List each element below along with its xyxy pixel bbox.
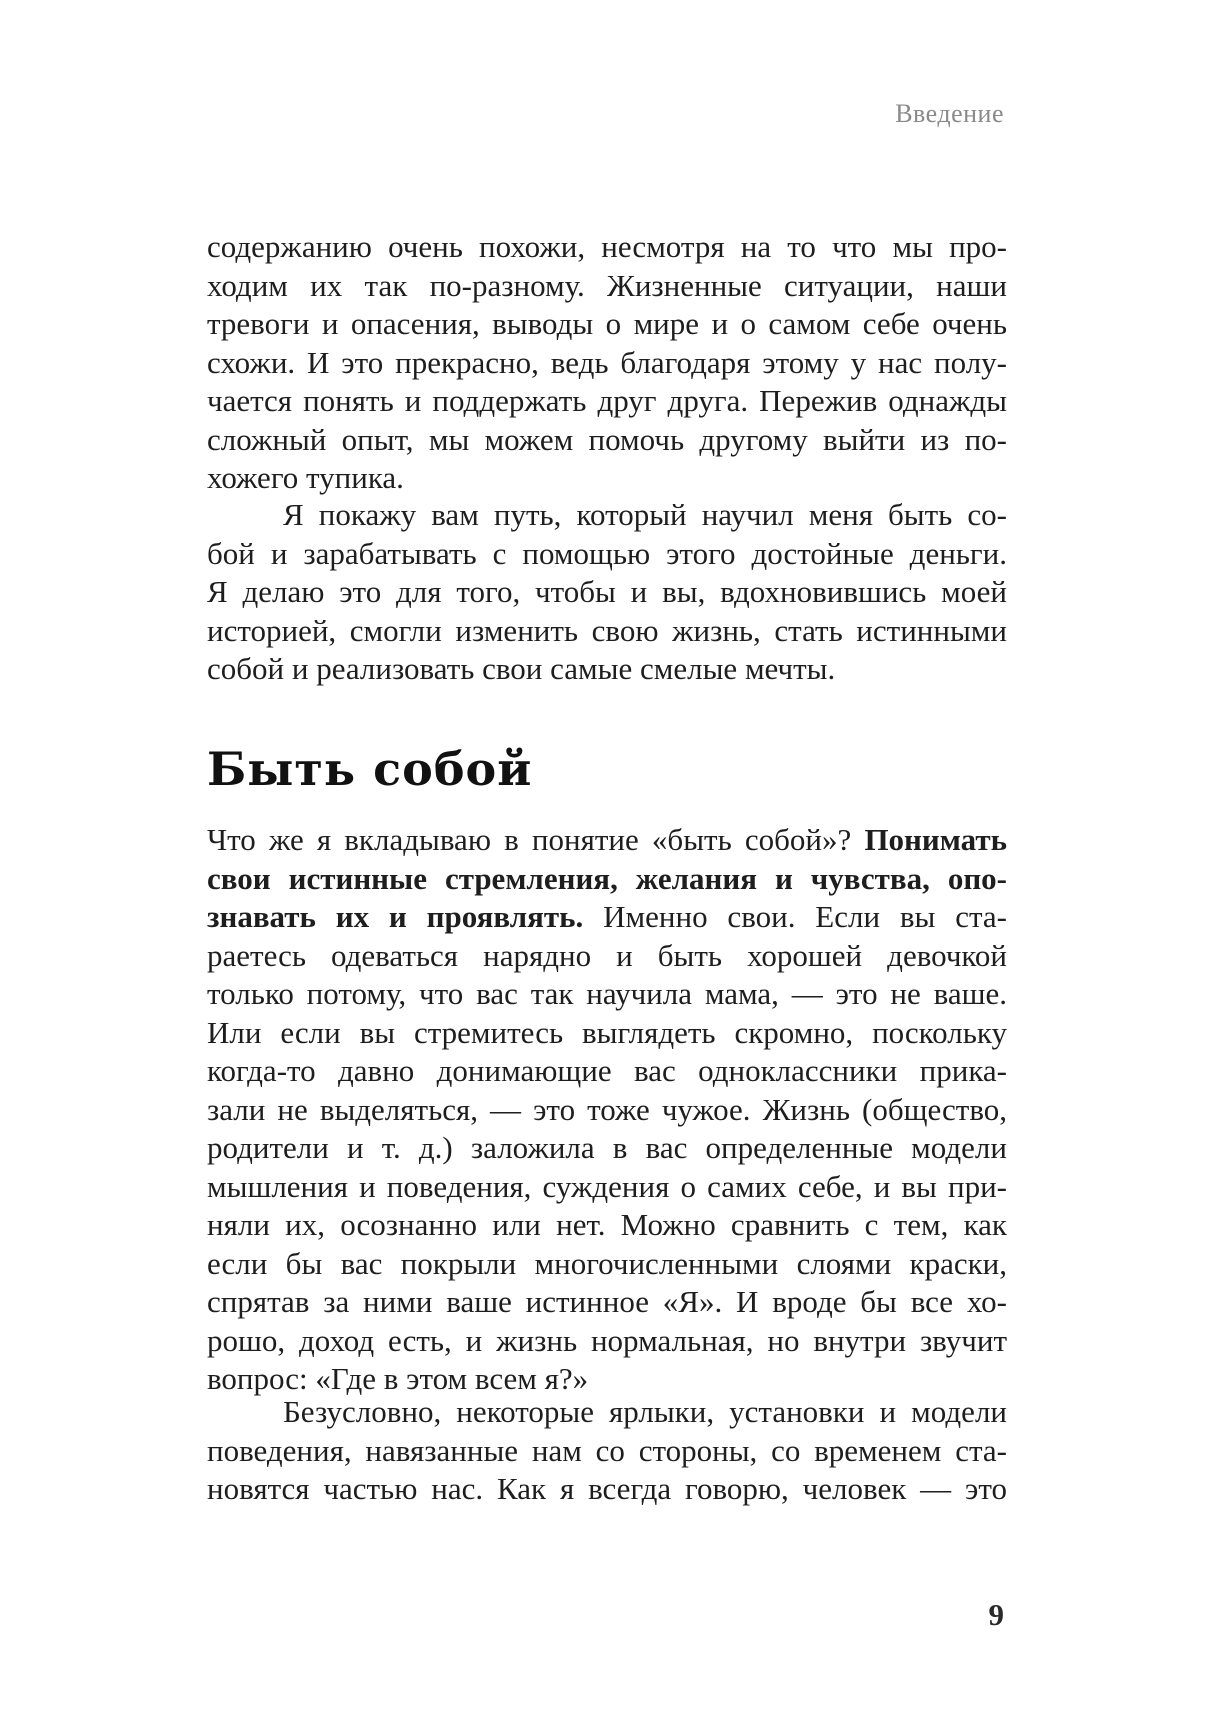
emphasis-text: Понимать bbox=[864, 822, 1007, 857]
text-line: тревоги и опасения, выводы о мире и о самом себе очень bbox=[207, 306, 1007, 341]
text-line: хожего тупика. bbox=[207, 460, 404, 495]
text-line: чается понять и поддержать друг друга. Пережив однажды bbox=[207, 383, 1007, 418]
paragraph-4 bbox=[207, 1393, 1007, 1509]
paragraph-2 bbox=[207, 496, 1007, 689]
text-line: историей, смогли изменить свою жизнь, стать истинными bbox=[207, 612, 1007, 648]
paragraph-1 bbox=[207, 228, 1007, 498]
text-line: спрятав за ними ваше истинное «Я». И вроде бы все хо- bbox=[207, 1284, 1007, 1319]
page-number: 9 bbox=[988, 1597, 1004, 1632]
emphasis-text: знавать их и проявлять. bbox=[207, 899, 584, 934]
text-line: ходим их так по-разному. Жизненные ситуации, наши bbox=[207, 267, 1007, 303]
text-line: собой и реализовать свои самые смелые мечты. bbox=[207, 651, 836, 686]
text-line: раетесь одеваться нарядно и быть хорошей девочкой bbox=[207, 937, 1007, 973]
section-heading: Быть собой bbox=[207, 742, 533, 796]
text-line: содержанию очень похожи, несмотря на то что мы про- bbox=[207, 229, 1007, 264]
text-line: мышления и поведения, суждения о самих себе, и вы при- bbox=[207, 1168, 1007, 1204]
text-line: Я покажу вам путь, который научил меня быть со- bbox=[283, 497, 1007, 532]
paragraph-3 bbox=[207, 821, 1007, 1399]
text-line bbox=[207, 821, 1007, 860]
text-line: няли их, осознанно или нет. Можно сравнить с тем, как bbox=[207, 1207, 1007, 1242]
text-run: Что же я вкладываю в понятие «быть собой»? bbox=[207, 822, 865, 857]
text-line: Безусловно, некоторые ярлыки, установки и модели bbox=[283, 1394, 1007, 1429]
text-run: Именно свои. Если вы ста- bbox=[583, 899, 1007, 934]
text-line: рошо, доход есть, и жизнь нормальная, но внутри звучит bbox=[207, 1322, 1007, 1358]
text-line bbox=[207, 898, 1007, 937]
text-line: зали не выделяться, — это тоже чужое. Жизнь (общество, bbox=[207, 1091, 1007, 1127]
text-line: родители и т. д.) заложила в вас определенные модели bbox=[207, 1130, 1007, 1165]
text-line: когда-то давно донимающие вас одноклассники прика- bbox=[207, 1053, 1007, 1088]
emphasis-text: свои истинные стремления, желания и чувства, опо- bbox=[207, 860, 1007, 896]
text-line: если бы вас покрыли многочисленными слоями краски, bbox=[207, 1245, 1007, 1281]
text-line: схожи. И это прекрасно, ведь благодаря этому у нас полу- bbox=[207, 344, 1007, 380]
text-line: новятся частью нас. Как я всегда говорю, человек — это bbox=[207, 1471, 1007, 1506]
text-line: поведения, навязанные нам со стороны, со временем ста- bbox=[207, 1432, 1007, 1468]
running-header: Введение bbox=[895, 99, 1004, 128]
text-line: только потому, что вас так научила мама, — это не ваше. bbox=[207, 976, 1007, 1011]
text-line: Я делаю это для того, чтобы и вы, вдохновившись моей bbox=[207, 574, 1007, 609]
text-line: бой и зарабатывать с помощью этого достойные деньги. bbox=[207, 535, 1007, 571]
text-line: Или если вы стремитесь выглядеть скромно, поскольку bbox=[207, 1014, 1007, 1050]
text-line: сложный опыт, мы можем помочь другому выйти из по- bbox=[207, 421, 1007, 457]
text-line: вопрос: «Где в этом всем я?» bbox=[207, 1361, 589, 1396]
